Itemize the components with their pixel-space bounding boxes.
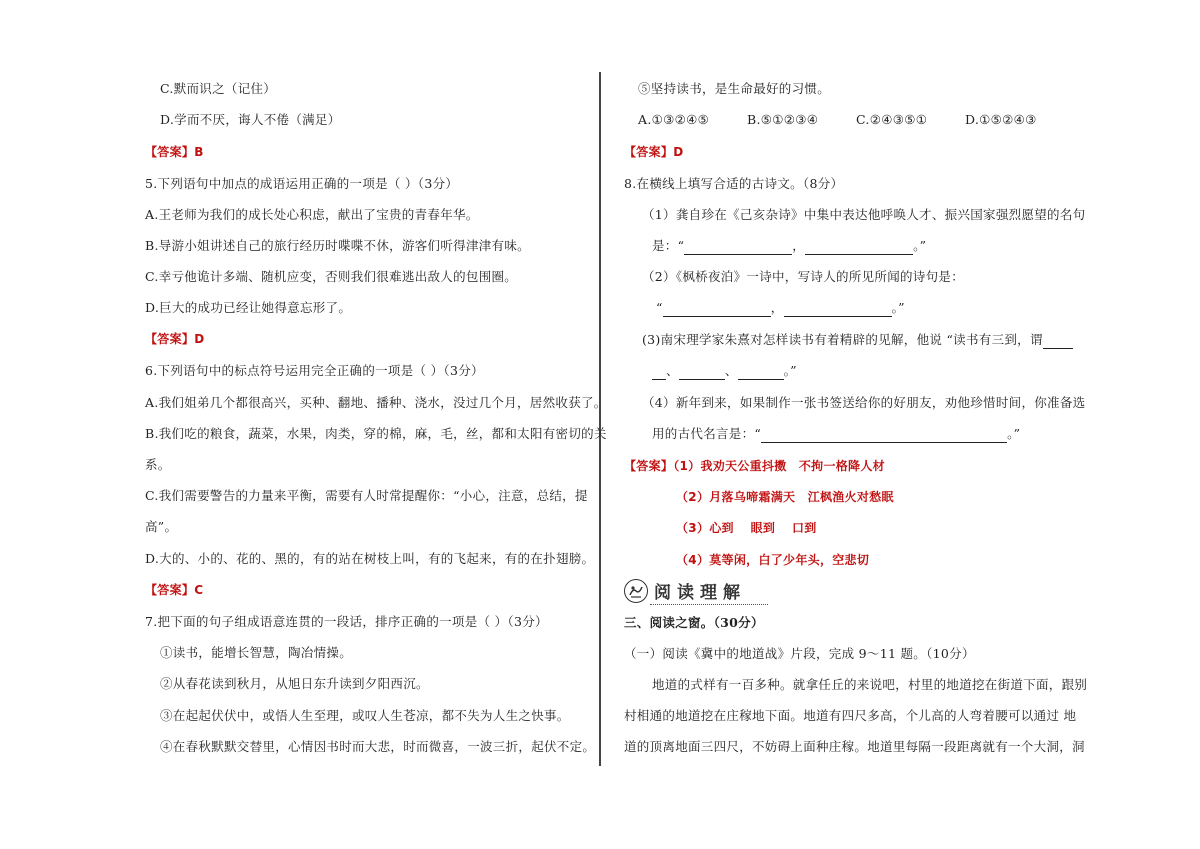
answer-label: 【答案】 (145, 583, 195, 597)
q8-answer-1-text: （1）我劝天公重抖擞 不拘一格降人材 (673, 459, 885, 473)
q6-option-c-line1: C.我们需要警告的力量来平衡，需要有人时常提醒你：“小心，注意，总结，提 (145, 488, 588, 503)
answer-label: 【答案】 (624, 145, 674, 159)
q8-part2-blank-2[interactable] (784, 303, 892, 317)
q8-part1-blank-2[interactable] (805, 241, 913, 255)
q8-part2-blank-1[interactable] (663, 303, 771, 317)
q8-part3-blank-1b[interactable] (652, 366, 666, 380)
q7-option-b: B.⑤①②③④ (747, 112, 819, 127)
q8-stem: 8.在横线上填写合适的古诗文。（8分） (624, 176, 844, 191)
q8-answer-3: （3）心到 眼到 口到 (676, 521, 817, 535)
answer-label: 【答案】 (624, 459, 674, 473)
q8-part2-line1: （2）《枫桥夜泊》一诗中，写诗人的所见所闻的诗句是： (642, 269, 965, 284)
q6-option-b-line1: B.我们吃的粮食，蔬菜，水果，肉类，穿的棉，麻，毛，丝，都和太阳有密切的关 (145, 426, 607, 441)
q8-part1-line2 (652, 237, 926, 255)
q4-option-c: C.默而识之（记住） (160, 81, 277, 96)
q8-part2-line2 (656, 299, 905, 317)
q7-answer (624, 143, 683, 161)
answer-label: 【答案】 (145, 332, 195, 346)
q8-part2-mid: ， (770, 300, 784, 315)
q8-part3-blank-1a[interactable] (1043, 335, 1073, 349)
passage-line-1: 地道的式样有一百多种。就拿任丘的来说吧，村里的地道挖在街道下面，跟别 (652, 677, 1088, 692)
q8-answer-2: （2）月落乌啼霜满天 江枫渔火对愁眠 (676, 490, 894, 504)
q8-part3-sep-1: 、 (666, 363, 679, 378)
q4-answer (145, 143, 204, 161)
part3-section-1: （一）阅读《冀中的地道战》片段，完成 9～11 题。（10分） (624, 646, 975, 661)
answer-value: D (673, 145, 684, 159)
q6-option-b-line2: 系。 (145, 457, 171, 472)
passage-line-3: 道的顶离地面三四尺，不妨碍上面种庄稼。地道里每隔一段距离就有一个大洞，洞 (624, 739, 1085, 754)
q8-part2-prefix: “ (656, 300, 663, 315)
answer-value: B (194, 145, 204, 159)
q5-option-c: C.幸亏他诡计多端、随机应变，否则我们很难逃出敌人的包围圈。 (145, 269, 518, 284)
q8-answer-1 (624, 457, 885, 475)
q7-sentence-2: ②从春花读到秋月，从旭日东升读到夕阳西沉。 (160, 676, 429, 691)
q8-part3-sep-2: 、 (724, 363, 738, 378)
q8-part3-blank-2[interactable] (679, 366, 725, 380)
q8-part2-end: 。” (891, 300, 905, 315)
section-header-reading (616, 577, 796, 607)
q5-stem: 5.下列语句中加点的成语运用正确的一项是（ ）（3分） (145, 176, 459, 191)
q7-sentence-3: ③在起起伏伏中，或悟人生至理，或叹人生苍凉，都不失为人生之快事。 (160, 708, 570, 723)
q6-option-c-line2: 高”。 (145, 519, 178, 534)
q7-option-d: D.①⑤②④③ (965, 112, 1037, 127)
q4-option-d: D.学而不厌，诲人不倦（满足） (160, 112, 341, 127)
column-divider (599, 72, 601, 766)
section-title-underline (650, 604, 768, 605)
q8-part4-line1: （4）新年到来，如果制作一张书签送给你的好朋友，劝他珍惜时间，你准备选 (642, 395, 1086, 410)
q7-option-a: A.①③②④⑤ (638, 112, 710, 127)
q8-part1-line1: （1）龚自珍在《己亥杂诗》中集中表达他呼唤人才、振兴国家强烈愿望的名句 (642, 207, 1086, 222)
q8-part4-prefix: 用的古代名言是：“ (652, 426, 762, 441)
q6-stem: 6.下列语句中的标点符号运用完全正确的一项是（ ）（3分） (145, 363, 484, 378)
q7-sentence-5: ⑤坚持读书，是生命最好的习惯。 (638, 81, 831, 96)
q8-part4-blank[interactable] (761, 429, 1007, 443)
q8-part3-line1 (642, 331, 1073, 349)
q8-part1-blank-1[interactable] (684, 241, 792, 255)
q8-part4-end: 。” (1007, 426, 1021, 441)
q8-part1-end: 。” (913, 238, 927, 253)
q8-part3-text: (3)南宋理学家朱熹对怎样读书有着精辟的见解，他说 “读书有三到，谓 (642, 332, 1043, 347)
answer-value: C (194, 583, 204, 597)
answer-value: D (194, 332, 205, 346)
answer-label: 【答案】 (145, 145, 195, 159)
q8-part3-line2 (652, 362, 797, 380)
q8-part3-blank-3[interactable] (738, 366, 784, 380)
reading-section-icon (624, 579, 648, 603)
part3-stem: 三、阅读之窗。（30分） (624, 615, 764, 630)
q7-sentence-1: ①读书，能增长智慧，陶冶情操。 (160, 645, 353, 660)
q5-answer (145, 330, 204, 348)
q8-part3-end: 。” (783, 363, 797, 378)
q6-option-a: A.我们姐弟几个都很高兴，买种、翻地、播种、浇水，没过几个月，居然收获了。 (145, 395, 607, 410)
q5-option-a: A.王老师为我们的成长处心积虑，献出了宝贵的青春年华。 (145, 207, 479, 222)
q6-answer (145, 581, 203, 599)
q8-part1-mid: ， (792, 238, 806, 253)
q7-option-c: C.②④③⑤① (856, 112, 928, 127)
passage-line-2: 村相通的地道挖在庄稼地下面。地道有四尺多高，个儿高的人弯着腰可以通过 地 (624, 708, 1077, 723)
q8-part4-line2 (652, 425, 1020, 443)
q6-option-d: D.大的、小的、花的、黑的，有的站在树枝上叫，有的飞起来，有的在扑翅膀。 (145, 551, 595, 566)
q5-option-d: D.巨大的成功已经让她得意忘形了。 (145, 300, 352, 315)
q5-option-b: B.导游小姐讲述自己的旅行经历时喋喋不休，游客们听得津津有味。 (145, 238, 530, 253)
q8-answer-4: （4）莫等闲，白了少年头，空悲切 (676, 553, 870, 567)
section-title: 阅读理解 (654, 583, 746, 603)
q7-sentence-4: ④在春秋默默交替里，心情因书时而大悲，时而微喜，一波三折，起伏不定。 (160, 739, 596, 754)
q7-stem: 7.把下面的句子组成语意连贯的一段话，排序正确的一项是（ ）（3分） (145, 614, 548, 629)
q8-part1-prefix: 是：“ (652, 238, 685, 253)
